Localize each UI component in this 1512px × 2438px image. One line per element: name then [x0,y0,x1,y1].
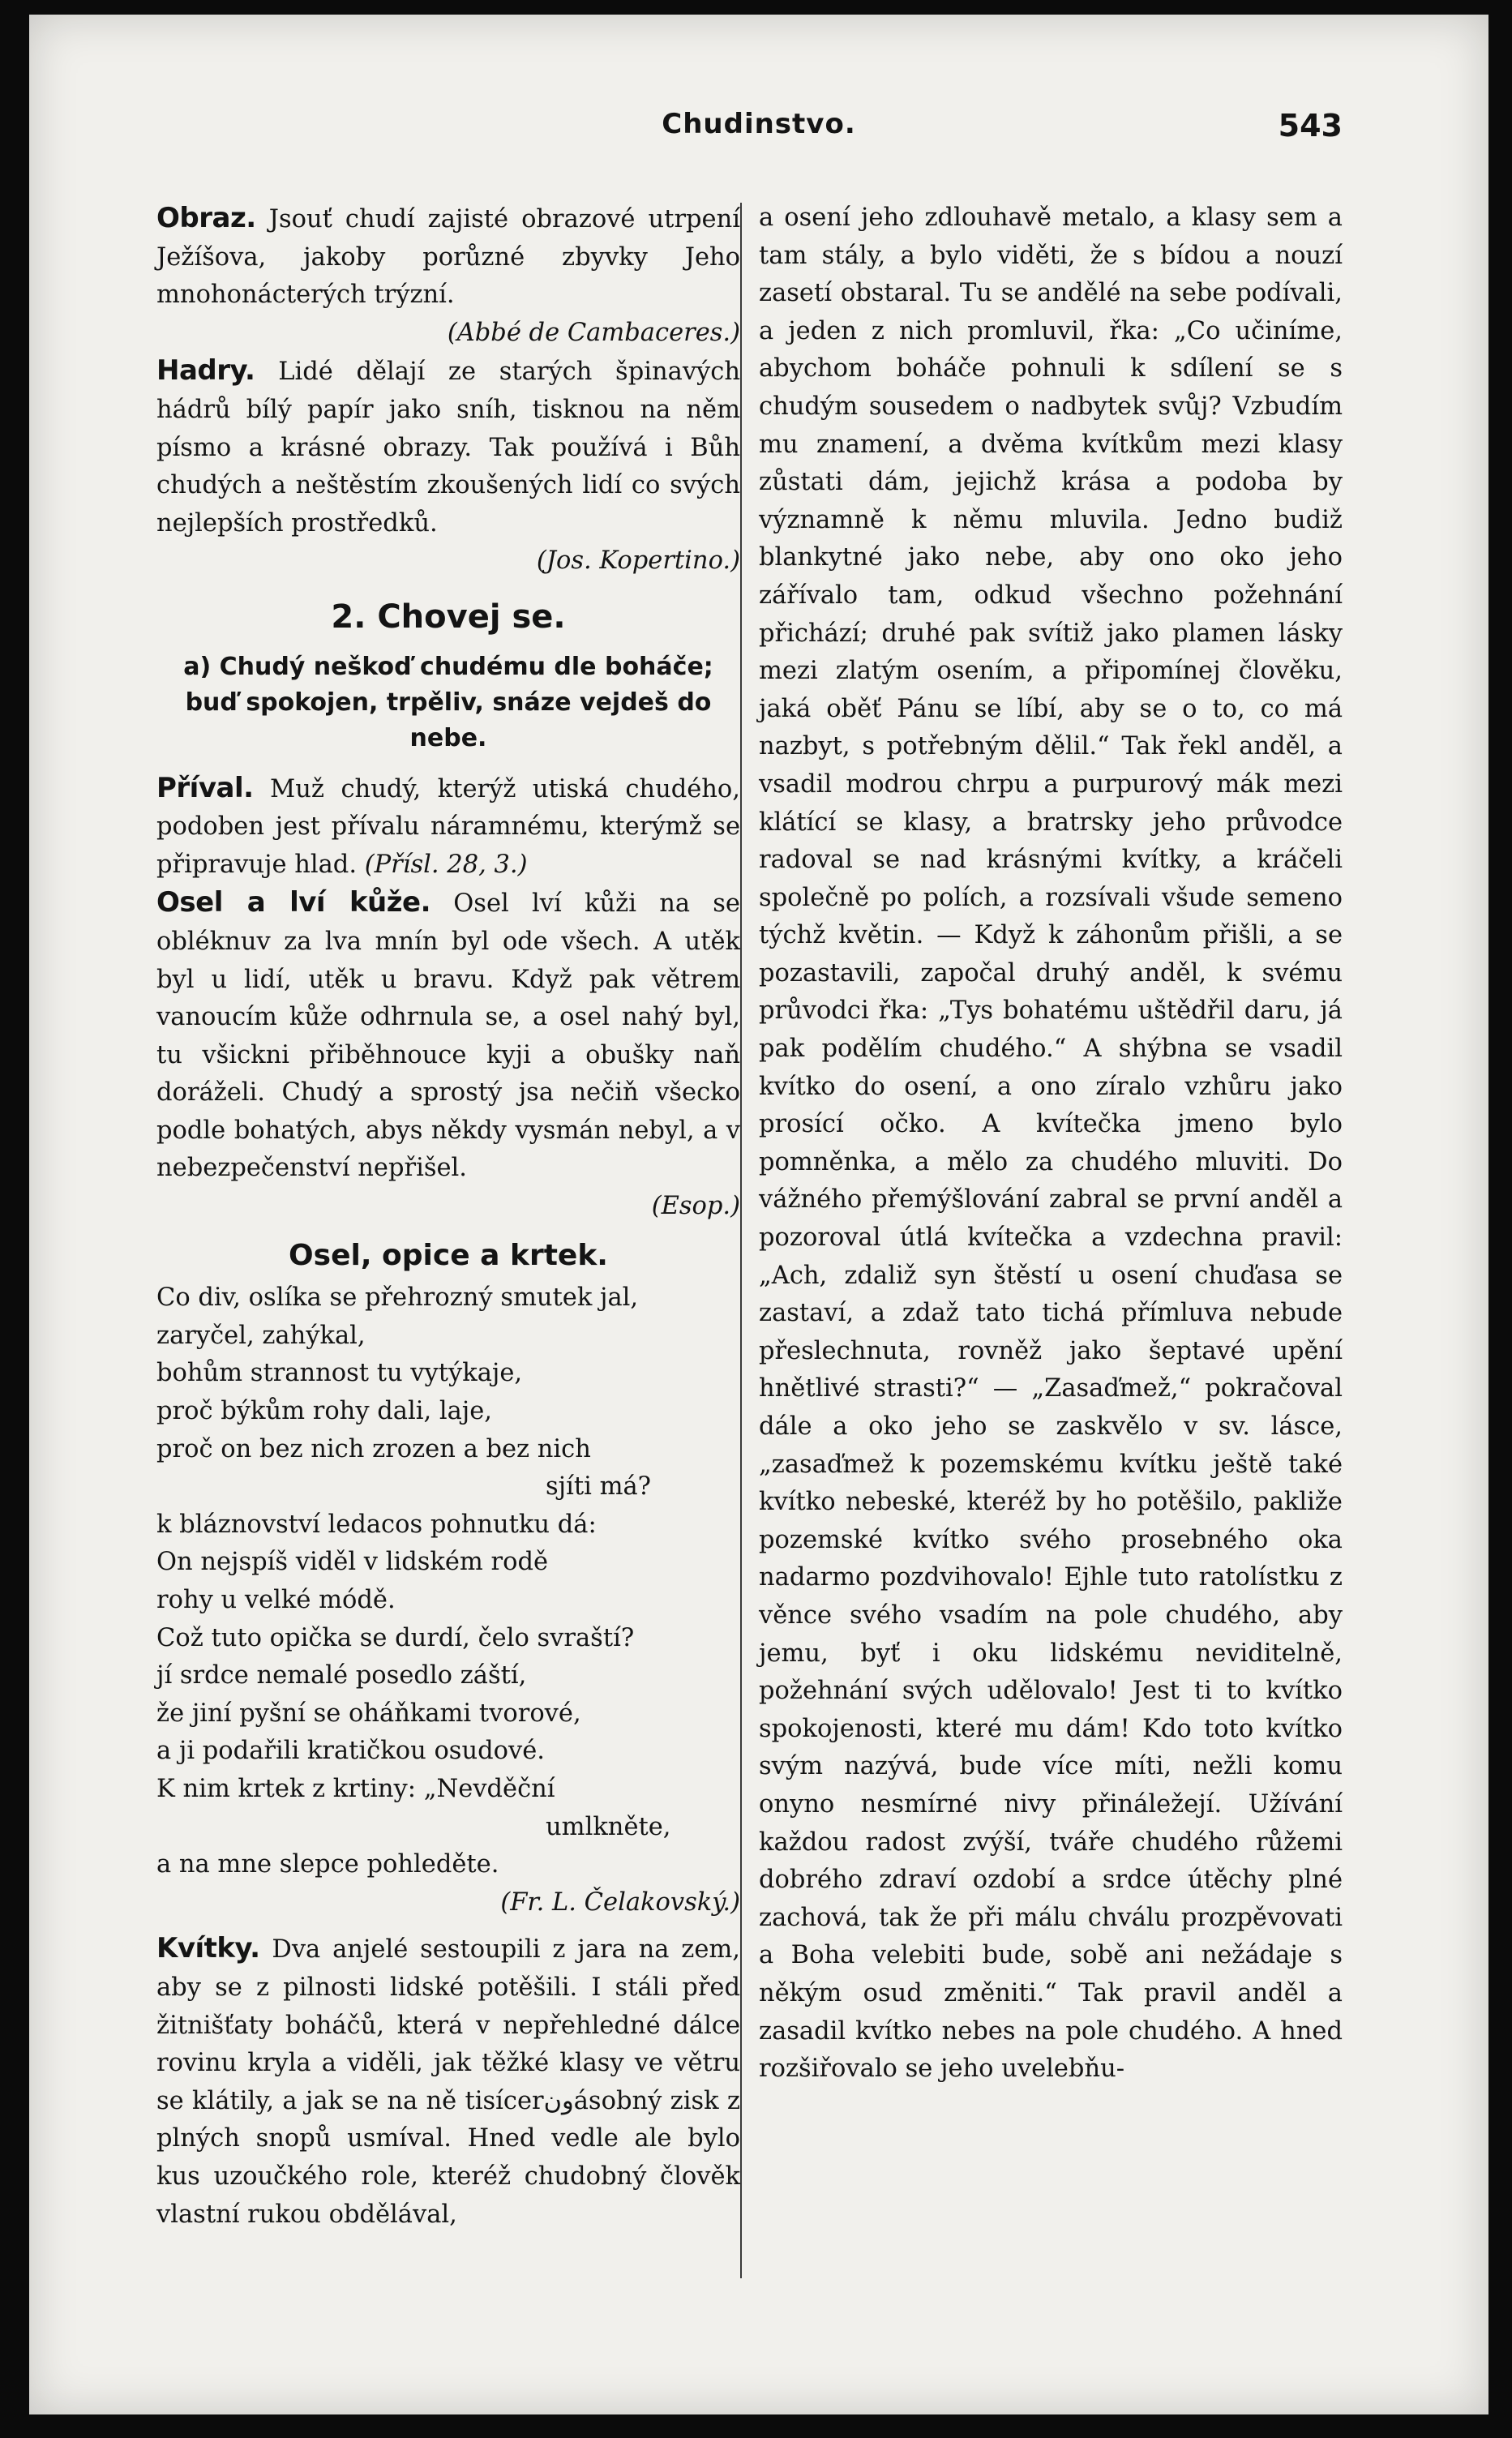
entry-heading: Obraz. [156,202,256,234]
book-page [29,15,1488,2414]
entry-heading: Kvítky. [156,1932,260,1965]
poem-line: Co div, oslíka se přehrozný smutek jal, [156,1283,639,1313]
poem-line: Což tuto opička se durdí, čelo svraští? [156,1623,635,1652]
entry-heading: Osel a lví kůže. [156,886,431,919]
paragraph-kvitky [156,1930,740,2234]
poem-line: k bláznovství ledacos pohnutku dá: [156,1510,597,1539]
section-title: 2. Chovej se. [331,598,566,636]
page-number: 543 [1278,108,1343,144]
poem-line: K nim krtek z krtiny: „Nevděční [156,1774,555,1803]
poem-line: zaryčel, zahýkal, [156,1321,366,1350]
poem-line: umlkněte, [546,1812,671,1841]
poem-line: bohům strannost tu vytýkaje, [156,1359,523,1388]
poem-title: Osel, opice a krtek. [289,1238,608,1272]
poem-line: proč on bez nich zrozen a bez nich [156,1434,591,1463]
entry-text: Muž chudý, kterýž utiská chudého, podoben jest přívalu náramnému, kterýmž se připravuje hlad. [156,774,740,879]
paragraph-hadry [156,352,740,542]
entry-heading: Hadry. [156,354,255,388]
right-column [759,199,1343,2089]
entry-text: Dva anjelé sestoupili z jara na zem, aby se z pilnosti lidské potěšili. I stáli před žitnišťaty boháčů, která v nepřehledné dálce rovinu kryla a viděli, jak těžké klasy ve větru se klátily, a jak se na ně tisícerونásobný zisk z plných snopů usmíval. Hned vedle ale bylo kus uzoučkého role, kteréž chudobný člověk vlastní rukou obdělával, [156,1935,740,2229]
poem-line: a na mne slepce pohleděte. [156,1850,499,1879]
attribution: (Esop.) [651,1192,740,1221]
left-column [156,199,740,2234]
poem-line: On nejspíš viděl v lidském rodě [156,1548,549,1577]
poem-line: sjíti má? [546,1472,652,1502]
poem-line: jí srdce nemalé posedlo záští, [156,1661,527,1690]
poem-line: proč býkům rohy dali, laje, [156,1397,492,1426]
attribution: (Fr. L. Čelakovský.) [500,1887,740,1917]
poem [156,1279,740,1884]
column-divider [740,203,742,2278]
entry-text: Osel lví kůži na se obléknuv za lva mnín byl ode všech. A utěk byl u lidí, utěk u bravu. Když pak větrem vanoucím kůže odhrnula se, a osel nahý byl, tu všickni přiběhnouce kyji a obušky naň doráželi. Chudý a sprostý jsa nečiň všecko podle bohatých, abys někdy vysmán nebyl, a v nebezpečenství nepřišel. [156,889,740,1183]
paragraph-kvitky-continued: a osení jeho zdlouhavě metalo, a klasy sem a tam stály, a bylo viděti, že s bídou a nouzí zasetí obstaral. Tu se andělé na sebe podívali, a jeden z nich promluvil, řka: „Co učiníme, abychom boháče pohnuli k sdílení se s chudým sousedem o nadbytek svůj? Vzbudím mu znamení, a dvěma kvítkům mezi klasy zůstati dám, jejichž krása a podoba by významně k němu mluvila. Jedno budiž blankytné jako nebe, aby ono oko jeho zářívalo tam, odkud všechno požehnání přichází; druhé pak svítiž jako plamen lásky mezi zlatým osením, a připomínej člověku, jaká oběť Pánu se líbí, aby se o to, co má nazbyt, s potřebným dělil.“ Tak řekl anděl, a vsadil modrou chrpu a purpurový mák mezi klátící se klasy, a bratrsky jeho průvodce radoval se nad krásnými kvítky, a kráčeli společně po polích, a rozsívali všude semeno týchž květin. — Když k záhonům přišli, a se pozastavili, započal druhý anděl, k svému průvodci řka: „Tys bohatému uštědřil daru, já pak podělím chudého.“ A shýbna se vsadil kvítko do osení, a ono zíralo vzhůru jako prosící očko. A kvítečka jmeno bylo pomněnka, a mělo za chudého mluviti. Do vážného přemýšlování zabral se první anděl a pozoroval útlá kvítečka a vzdechna pravil: „Ach, zdaliž syn štěstí u osení chuďasa se zastaví, a zdaž tato tichá přímluva nebude přeslechnuta, rovněž jako šeptavé upění hnětlivé strasti?“ — „Zasaďmež,“ pokračoval dále a oko jeho se zaskvělo v sv. lásce, „zasaďmež k pozemskému kvítku ještě také kvítko nebeské, kteréž by ho potěšilo, pakliže pozemské kvítko svého prosebného oka nadarmo pozdvihovalo! Ejhle tuto ratolístku z věnce svého vsadím na pole chudého, aby jemu, byť i oku lidskému neviditelně, požehnání svých udělovalo! Jest ti to kvítko spokojenosti, které mu dám! Kdo toto kvítko svým nazývá, bude více míti, nežli komu onyno nesmírné nivy přináležejí. Užívání každou radost zvýší, tváře chudého růžemi dobrého zdraví ozdobí a srdce útěchy plné zachová, tak že při málu chválu prozpěvovati a Boha velebiti bude, sobě ani nežádaje s někým osud změniti.“ Tak pravil anděl a zasadil kvítko nebes na pole chudého. A hned rozšiřovalo se jeho uvelebňu- [759,204,1343,2084]
citation: (Přísl. 28, 3.) [364,850,528,879]
paragraph-prival [156,769,740,885]
entry-text: Jsouť chudí zajisté obrazové utrpení Ježíšova, jakoby porůzné zbyvky Jeho mnohonácterých trýzní. [156,205,740,310]
poem-line: rohy u velké módě. [156,1586,396,1614]
attribution: (Abbé de Cambaceres.) [447,318,740,347]
entry-text: Lidé dělají ze starých špinavých hádrů bílý papír jako sníh, tisknou na něm písmo a krásné obrazy. Tak používá i Bůh chudých a neštěstím zkoušených lidí co svých nejlepších prostředků. [156,358,741,538]
subsection-title: a) Chudý neškoď chudému dle boháče; buď spokojen, trpěliv, snáze vejdeš do nebe. [183,652,713,752]
paragraph-osel [156,884,740,1188]
running-title: Chudinstvo. [662,108,856,140]
paragraph-obraz [156,199,740,315]
attribution: (Jos. Kopertino.) [536,546,740,576]
poem-line: že jiní pyšní se oháňkami tvorové, [156,1699,581,1728]
poem-line: a ji podařili kratičkou osudové. [156,1737,545,1766]
running-head [29,108,1488,156]
entry-heading: Příval. [156,771,254,804]
